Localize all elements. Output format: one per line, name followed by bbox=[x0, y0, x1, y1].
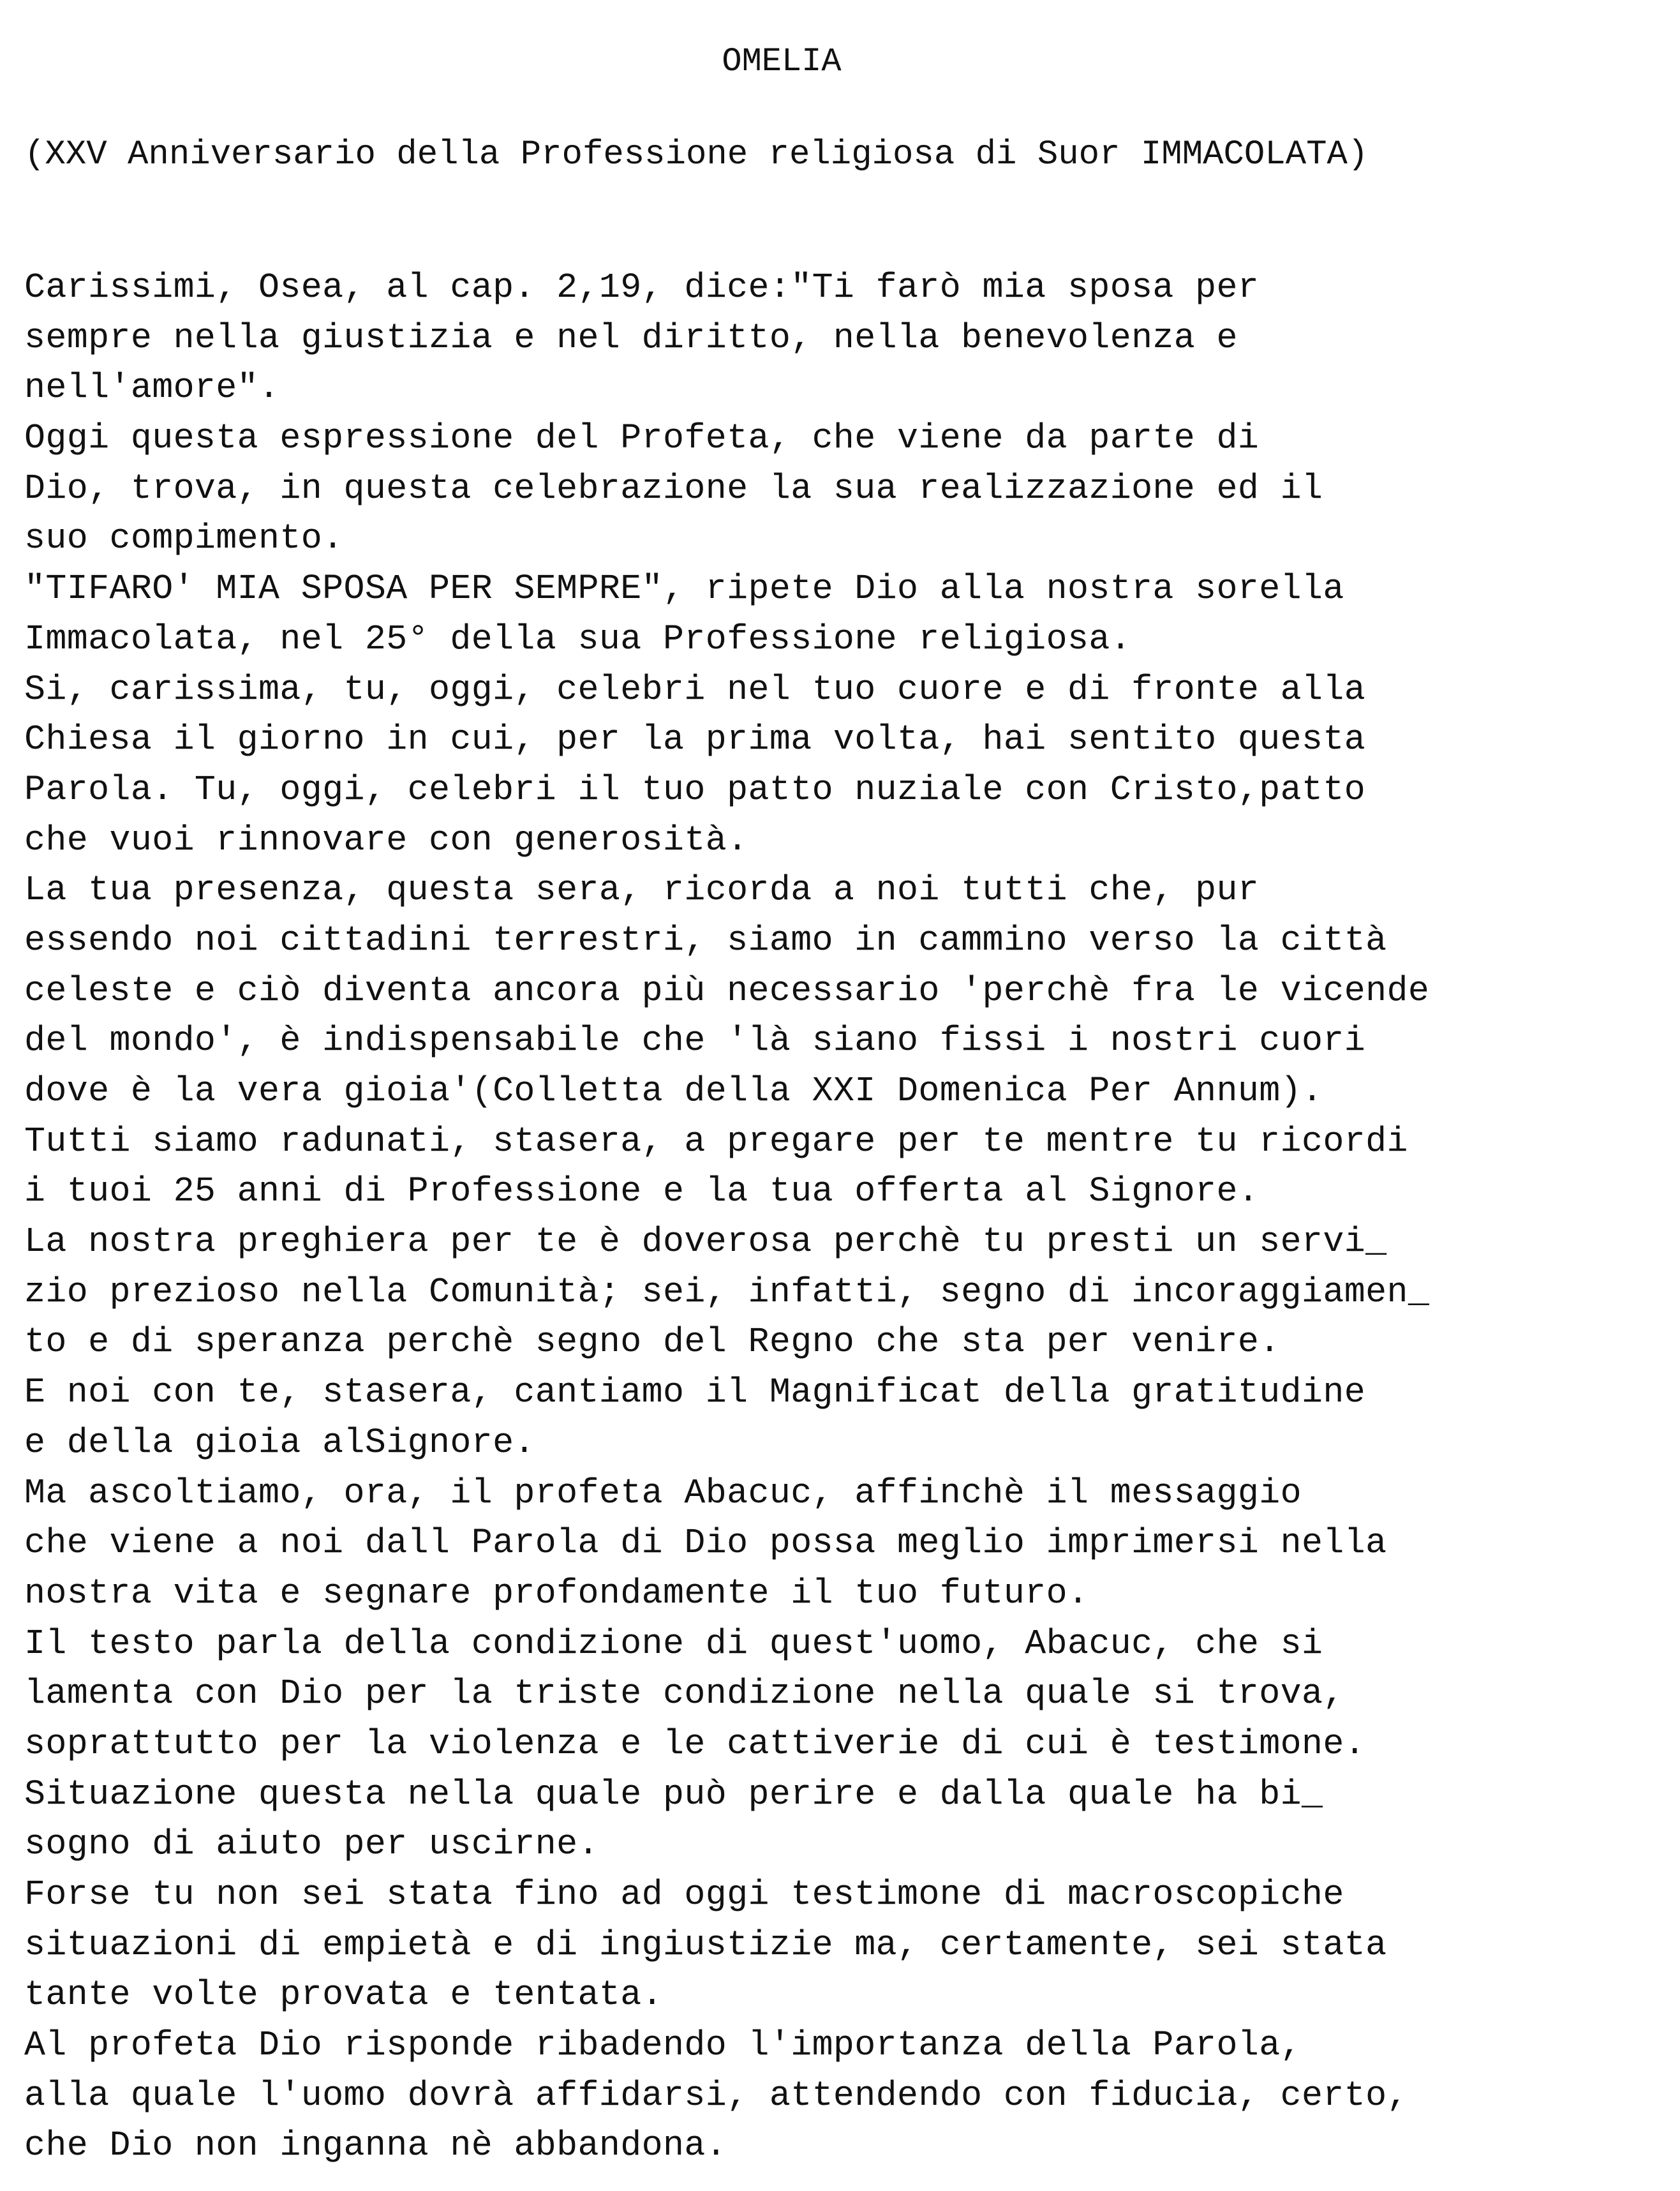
text-line: Parola. Tu, oggi, celebri il tuo patto nuziale con Cristo,patto bbox=[24, 769, 1366, 810]
text-line: Immacolata, nel 25° della sua Professione religiosa. bbox=[24, 618, 1132, 659]
text-line: Oggi questa espressione del Profeta, che viene da parte di bbox=[24, 418, 1260, 459]
text-line: Ma ascoltiamo, ora, il profeta Abacuc, affinchè il messaggio bbox=[24, 1472, 1302, 1513]
text-line: e della gioia alSignore. bbox=[24, 1422, 535, 1463]
text-line: Si, carissima, tu, oggi, celebri nel tuo cuore e di fronte alla bbox=[24, 669, 1366, 710]
text-line: soprattutto per la violenza e le cattiverie di cui è testimone. bbox=[24, 1723, 1366, 1764]
text-line: situazioni di empietà e di ingiustizie ma, certamente, sei stata bbox=[24, 1924, 1387, 1965]
text-line: dove è la vera gioia'(Colletta della XXI Domenica Per Annum). bbox=[24, 1071, 1323, 1111]
text-line: del mondo', è indispensabile che 'là siano fissi i nostri cuori bbox=[24, 1021, 1366, 1061]
text-line: Al profeta Dio risponde ribadendo l'importanza della Parola, bbox=[24, 2025, 1302, 2066]
text-line: "TIFARO' MIA SPOSA PER SEMPRE", ripete Dio alla nostra sorella bbox=[24, 569, 1344, 609]
text-line: nostra vita e segnare profondamente il tuo futuro. bbox=[24, 1573, 1089, 1613]
document-title: OMELIA bbox=[722, 43, 842, 80]
text-line: sempre nella giustizia e nel diritto, nella benevolenza e bbox=[24, 317, 1238, 358]
text-line: i tuoi 25 anni di Professione e la tua offerta al Signore. bbox=[24, 1171, 1260, 1212]
text-line: nell'amore". bbox=[24, 368, 280, 408]
text-line: celeste e ciò diventa ancora più necessario 'perchè fra le vicende bbox=[24, 970, 1430, 1011]
text-line: alla quale l'uomo dovrà affidarsi, attendendo con fiducia, certo, bbox=[24, 2075, 1408, 2116]
text-line: La tua presenza, questa sera, ricorda a noi tutti che, pur bbox=[24, 870, 1260, 911]
text-line: Situazione questa nella quale può perire e dalla quale ha bi_ bbox=[24, 1774, 1323, 1814]
text-line: che viene a noi dall Parola di Dio possa meglio imprimersi nella bbox=[24, 1523, 1387, 1564]
text-line: to e di speranza perchè segno del Regno che sta per venire. bbox=[24, 1322, 1281, 1363]
document-body bbox=[24, 263, 1677, 2171]
document-subtitle: (XXV Anniversario della Professione religiosa di Suor IMMACOLATA) bbox=[24, 135, 1369, 174]
text-line: essendo noi cittadini terrestri, siamo in cammino verso la città bbox=[24, 920, 1387, 961]
text-line: Tutti siamo radunati, stasera, a pregare per te mentre tu ricordi bbox=[24, 1121, 1408, 1162]
text-line: lamenta con Dio per la triste condizione nella quale si trova, bbox=[24, 1673, 1344, 1714]
text-line: La nostra preghiera per te è doverosa perchè tu presti un servi_ bbox=[24, 1222, 1387, 1262]
text-line: che Dio non inganna nè abbandona. bbox=[24, 2125, 727, 2166]
text-line: Il testo parla della condizione di quest'uomo, Abacuc, che si bbox=[24, 1623, 1323, 1664]
text-line: Forse tu non sei stata fino ad oggi testimone di macroscopiche bbox=[24, 1874, 1344, 1915]
text-line: che vuoi rinnovare con generosità. bbox=[24, 819, 748, 860]
text-line: suo compimento. bbox=[24, 518, 344, 559]
text-line: Chiesa il giorno in cui, per la prima volta, hai sentito questa bbox=[24, 719, 1366, 760]
text-line: Dio, trova, in questa celebrazione la sua realizzazione ed il bbox=[24, 468, 1323, 509]
text-line: E noi con te, stasera, cantiamo il Magnificat della gratitudine bbox=[24, 1372, 1366, 1413]
text-line: zio prezioso nella Comunità; sei, infatti, segno di incoraggiamen_ bbox=[24, 1271, 1430, 1312]
text-line: Carissimi, Osea, al cap. 2,19, dice:"Ti farò mia sposa per bbox=[24, 267, 1260, 308]
text-line: tante volte provata e tentata. bbox=[24, 1975, 664, 2015]
text-line: sogno di aiuto per uscirne. bbox=[24, 1824, 599, 1865]
